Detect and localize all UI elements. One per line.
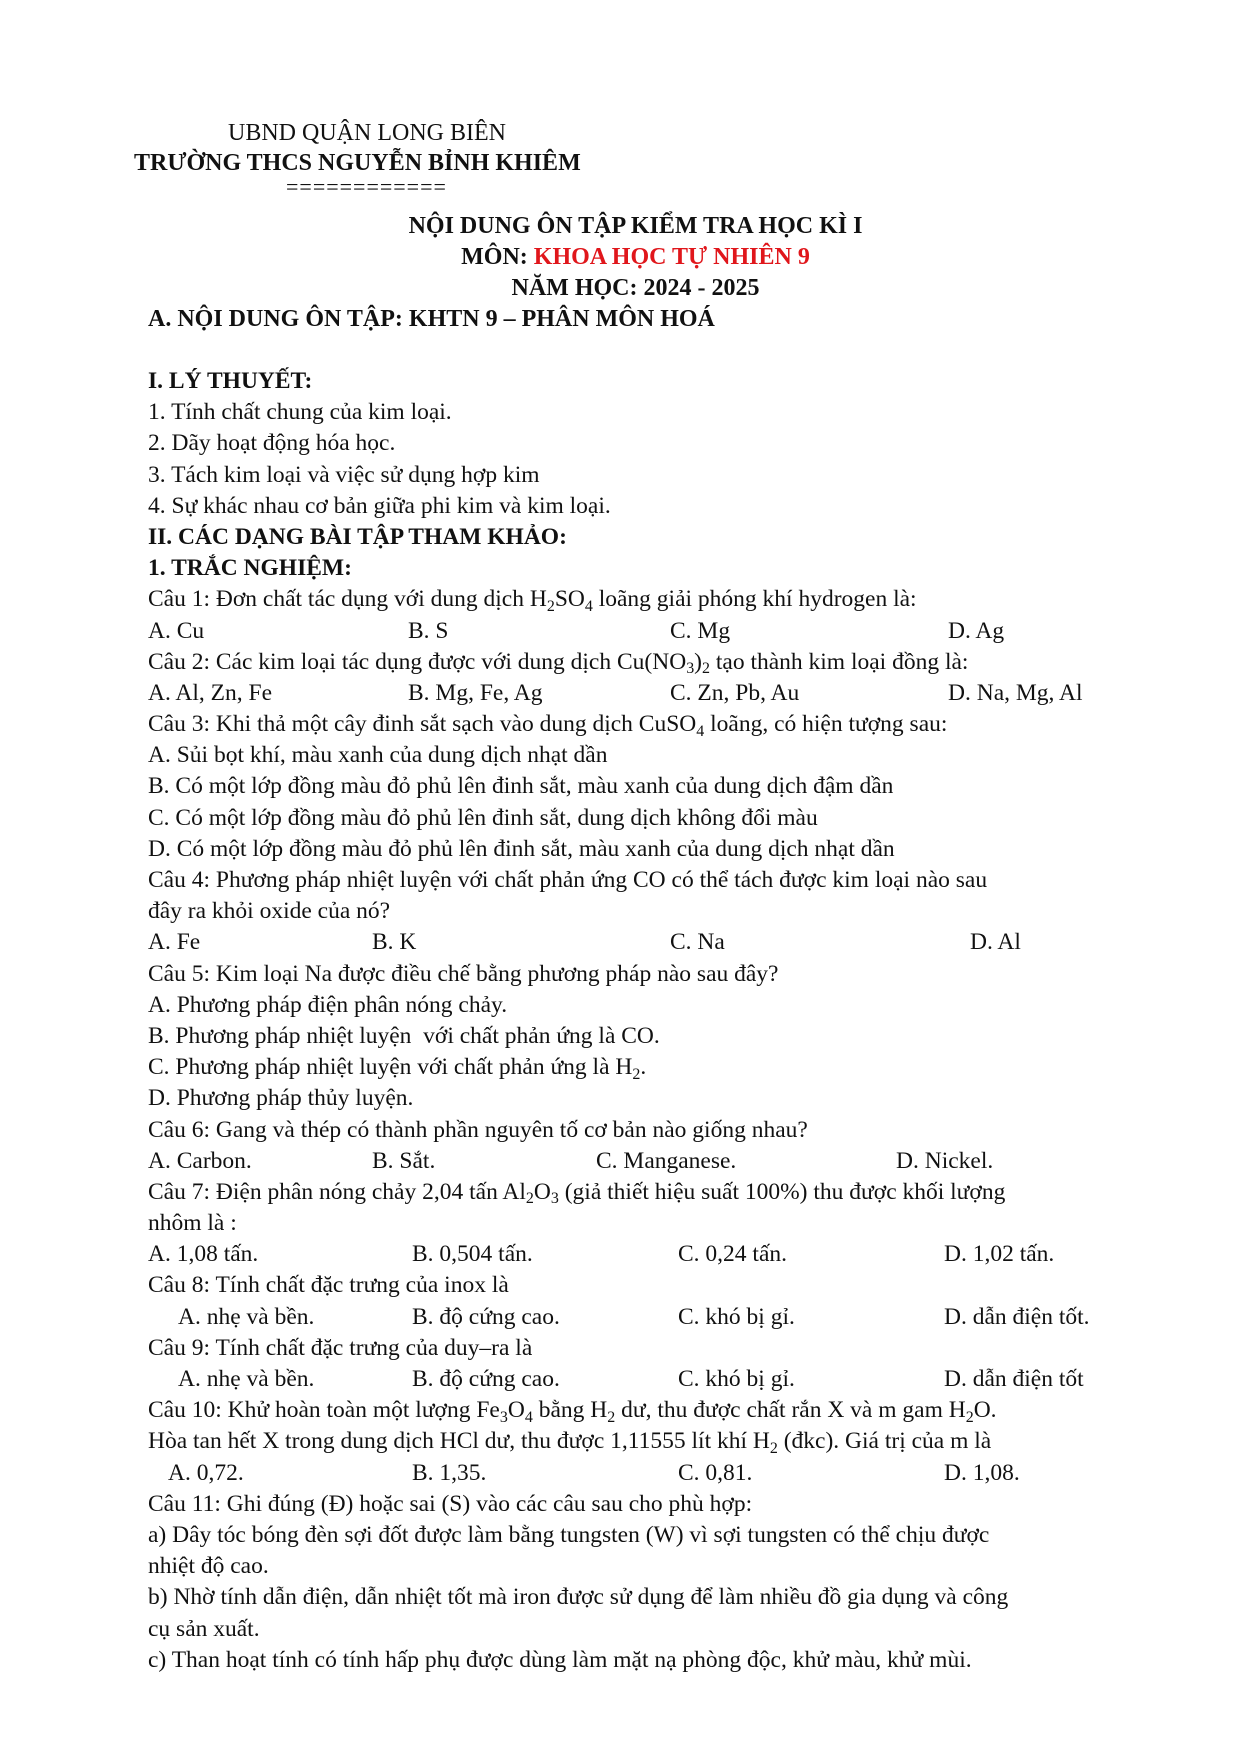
- question-7: Câu 7: Điện phân nóng chảy 2,04 tấn $Al_2O_3$ (giả thiết hiệu suất 100%) thu được khối lượng: [148, 1178, 1006, 1208]
- option-c: C. khó bị gỉ.: [678, 1366, 795, 1392]
- district-name: UBND QUẬN LONG BIÊN: [228, 120, 506, 146]
- option-b: B. Có một lớp đồng màu đỏ phủ lên đinh sắt, màu xanh của dung dịch đậm dần: [148, 773, 894, 800]
- question-5: Câu 5: Kim loại Na được điều chế bằng phương pháp nào sau đây?: [148, 960, 779, 987]
- subject-label: MÔN:: [461, 244, 534, 270]
- question-2-options: [148, 678, 1128, 709]
- question-1-options: [148, 616, 1128, 647]
- option-d: D. 1,08.: [944, 1459, 1020, 1486]
- option-a: A. Sủi bọt khí, màu xanh của dung dịch nhạt dần: [148, 742, 608, 769]
- option-c: C. 0,81.: [678, 1459, 753, 1486]
- option-d: D. Na, Mg, Al: [948, 679, 1083, 706]
- question-1: Câu 1: Đơn chất tác dụng với dung dịch $H_2SO_4$ loãng giải phóng khí hydrogen là:: [148, 586, 917, 615]
- question-10-continued: Hòa tan hết X trong dung dịch HCl dư, thu được 1,11555 lít khí $H_2$ (đkc). Giá trị của m là: [148, 1428, 992, 1457]
- mcq-heading: 1. TRẮC NGHIỆM:: [148, 555, 352, 582]
- question-8: Câu 8: Tính chất đặc trưng của inox là: [148, 1272, 509, 1299]
- theory-item: 4. Sự khác nhau cơ bản giữa phi kim và kim loại.: [148, 492, 611, 519]
- option-a: A. 0,72.: [168, 1459, 244, 1486]
- option-b: B. độ cứng cao.: [412, 1366, 560, 1392]
- option-c: C. Phương pháp nhiệt luyện với chất phản ứng là $H_2$.: [148, 1054, 647, 1083]
- option-a: A. Al, Zn, Fe: [148, 679, 273, 706]
- option-c: C. Có một lớp đồng màu đỏ phủ lên đinh sắt, dung dịch không đổi màu: [148, 804, 818, 831]
- option-a: A. 1,08 tấn.: [148, 1241, 259, 1268]
- option-d: D. 1,02 tấn.: [944, 1241, 1055, 1268]
- statement-a-continued: nhiệt độ cao.: [148, 1553, 269, 1580]
- question-7-continued: nhôm là :: [148, 1210, 237, 1237]
- option-b: B. K: [372, 929, 417, 956]
- subject-name: KHOA HỌC TỰ NHIÊN 9: [533, 244, 810, 270]
- option-a: A. nhẹ và bền.: [178, 1366, 315, 1392]
- header-separator: ============: [286, 174, 447, 199]
- theory-heading: I. LÝ THUYẾT:: [148, 368, 313, 394]
- question-2: Câu 2: Các kim loại tác dụng được với dung dịch $Cu(NO_3)_2$ tạo thành kim loại đồng là:: [148, 648, 969, 678]
- question-6: Câu 6: Gang và thép có thành phần nguyên tố cơ bản nào giống nhau?: [148, 1116, 808, 1143]
- question-4: Câu 4: Phương pháp nhiệt luyện với chất phản ứng CO có thể tách được kim loại nào sau: [148, 867, 988, 893]
- statement-b-continued: cụ sản xuất.: [148, 1615, 260, 1642]
- theory-item: 1. Tính chất chung của kim loại.: [148, 399, 452, 426]
- option-c: C. Manganese.: [596, 1147, 737, 1174]
- option-d: D. dẫn điện tốt.: [944, 1303, 1090, 1330]
- question-7-options: [148, 1239, 1128, 1270]
- option-d: D. dẫn điện tốt: [944, 1366, 1084, 1392]
- question-6-options: [148, 1146, 1128, 1177]
- option-b: B. Phương pháp nhiệt luyện với chất phản ứng là CO.: [148, 1022, 660, 1049]
- question-9: Câu 9: Tính chất đặc trưng của duy–ra là: [148, 1334, 533, 1361]
- option-c: C. 0,24 tấn.: [678, 1241, 788, 1268]
- option-d: D. Phương pháp thủy luyện.: [148, 1085, 414, 1112]
- option-a: A. Phương pháp điện phân nóng chảy.: [148, 991, 508, 1018]
- theory-item: 3. Tách kim loại và việc sử dụng hợp kim: [148, 461, 540, 488]
- school-name: TRƯỜNG THCS NGUYỄN BỈNH KHIÊM: [134, 150, 581, 176]
- option-d: D. Al: [970, 929, 1021, 956]
- option-b: B. 1,35.: [412, 1459, 487, 1486]
- option-d: D. Có một lớp đồng màu đỏ phủ lên đinh sắt, màu xanh của dung dịch nhạt dần: [148, 835, 895, 862]
- question-4-continued: đây ra khỏi oxide của nó?: [148, 898, 391, 925]
- option-d: D. Nickel.: [896, 1147, 994, 1174]
- statement-c: c) Than hoạt tính có tính hấp phụ được dùng làm mặt nạ phòng độc, khử màu, khử mùi.: [148, 1646, 972, 1673]
- statement-b: b) Nhờ tính dẫn điện, dẫn nhiệt tốt mà iron được sử dụng để làm nhiều đồ gia dụng và công: [148, 1584, 1009, 1611]
- exercises-heading: II. CÁC DẠNG BÀI TẬP THAM KHẢO:: [148, 523, 567, 550]
- statement-a: a) Dây tóc bóng đèn sợi đốt được làm bằng tungsten (W) vì sợi tungsten có thể chịu được: [148, 1521, 990, 1548]
- option-a: A. Cu: [148, 617, 205, 644]
- school-year: NĂM HỌC: 2024 - 2025: [511, 275, 760, 301]
- document-body: [148, 366, 1128, 1676]
- option-b: B. 0,504 tấn.: [412, 1241, 533, 1268]
- option-c: C. Zn, Pb, Au: [670, 679, 800, 706]
- question-10: Câu 10: Khử hoàn toàn một lượng $Fe_3O_4$ bằng $H_2$ dư, thu được chất rắn X và m gam $H_2O$.: [148, 1397, 997, 1426]
- question-10-options: [148, 1458, 1128, 1489]
- option-a: A. Fe: [148, 929, 201, 956]
- question-11: Câu 11: Ghi đúng (Đ) hoặc sai (S) vào các câu sau cho phù hợp:: [148, 1490, 753, 1517]
- question-8-options: [148, 1302, 1128, 1333]
- question-3: Câu 3: Khi thả một cây đinh sắt sạch vào dung dịch CuSO$_4$ loãng, có hiện tượng sau:: [148, 711, 948, 740]
- section-a-heading: A. NỘI DUNG ÔN TẬP: KHTN 9 – PHÂN MÔN HOÁ: [148, 306, 715, 332]
- question-9-options: [148, 1364, 1128, 1395]
- option-d: D. Ag: [948, 617, 1005, 644]
- option-b: B. Mg, Fe, Ag: [408, 679, 543, 706]
- option-a: A. Carbon.: [148, 1147, 252, 1174]
- theory-item: 2. Dãy hoạt động hóa học.: [148, 430, 396, 457]
- question-4-options: [148, 927, 1128, 958]
- option-c: C. Na: [670, 929, 725, 956]
- option-b: B. Sắt.: [372, 1147, 436, 1174]
- subject-line: [0, 244, 1241, 271]
- option-b: B. S: [408, 617, 449, 644]
- option-c: C. Mg: [670, 617, 731, 644]
- option-a: A. nhẹ và bền.: [178, 1303, 315, 1330]
- option-c: C. khó bị gỉ.: [678, 1303, 795, 1330]
- document-title: NỘI DUNG ÔN TẬP KIỂM TRA HỌC KÌ I: [408, 213, 863, 239]
- option-b: B. độ cứng cao.: [412, 1303, 560, 1330]
